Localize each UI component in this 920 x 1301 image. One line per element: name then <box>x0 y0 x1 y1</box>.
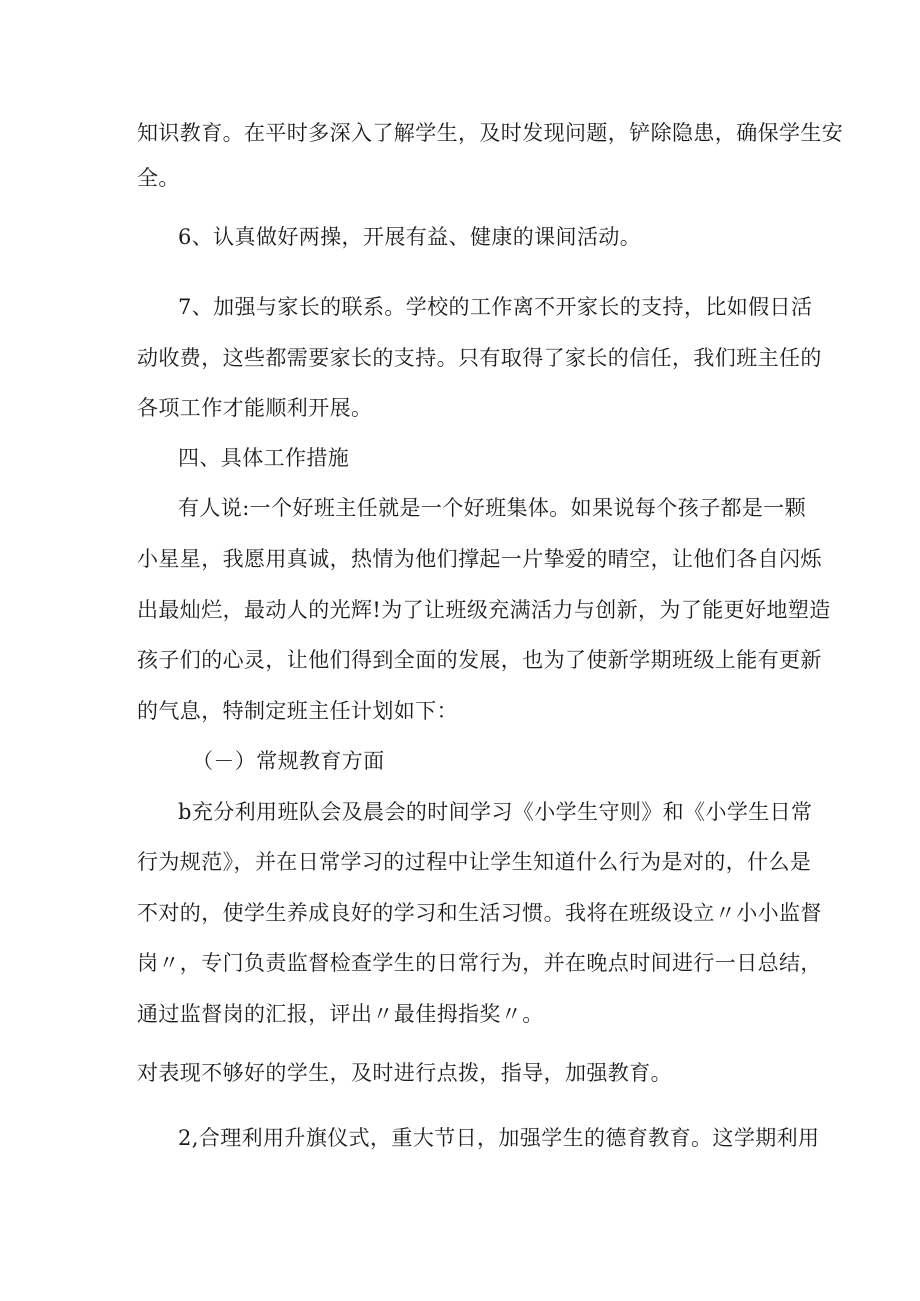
list-item-6: 6、认真做好两操，开展有益、健康的课间活动。 <box>178 225 642 249</box>
paragraph-line: 各项工作才能顺利开展。 <box>137 396 373 420</box>
paragraph-line: 岗〃，专门负责监督检查学生的日常行为，并在晚点时间进行一日总结， <box>137 951 822 975</box>
list-item-7: 7、加强与家长的联系。学校的工作离不开家长的支持，比如假日活 <box>178 295 813 319</box>
paragraph-line: 出最灿烂，最动人的光辉!为了让班级充满活力与创新，为了能更好地塑造 <box>137 598 831 622</box>
paragraph-line: 通过监督岗的汇报，评出〃最佳拇指奖〃。 <box>137 1002 544 1026</box>
paragraph-line: 知识教育。在平时多深入了解学生，及时发现问题，铲除隐患，确保学生安 <box>137 121 844 145</box>
list-item-2: 2,合理利用升旗仪式，重大节日，加强学生的德育教育。这学期利用 <box>178 1126 820 1150</box>
paragraph-line: 不对的，使学生养成良好的学习和生活习惯。我将在班级设立〃小小监督 <box>137 901 822 925</box>
paragraph-line: 动收费，这些都需要家长的支持。只有取得了家长的信任，我们班主任的 <box>137 346 822 370</box>
paragraph-line: 对表现不够好的学生，及时进行点拨，指导，加强教育。 <box>137 1061 672 1085</box>
paragraph-line: 全。 <box>137 166 180 190</box>
subsection-heading: （－）常规教育方面 <box>192 749 385 773</box>
paragraph-line: 小星星，我愿用真诚，热情为他们撑起一片挚爱的晴空，让他们各自闪烁 <box>137 547 822 571</box>
paragraph-line: 有人说:一个好班主任就是一个好班集体。如果说每个孩子都是一颗 <box>178 496 807 520</box>
paragraph-line: 的气息，特制定班主任计划如下： <box>137 699 458 723</box>
paragraph-line: 孩子们的心灵，让他们得到全面的发展，也为了使新学期班级上能有更新 <box>137 648 822 672</box>
paragraph-line: 行为规范》，并在日常学习的过程中让学生知道什么行为是对的，什么是 <box>137 850 812 874</box>
section-heading: 四、具体工作措施 <box>178 446 350 470</box>
list-item-1: b充分利用班队会及晨会的时间学习《小学生守则》和《小学生日常 <box>178 800 813 824</box>
